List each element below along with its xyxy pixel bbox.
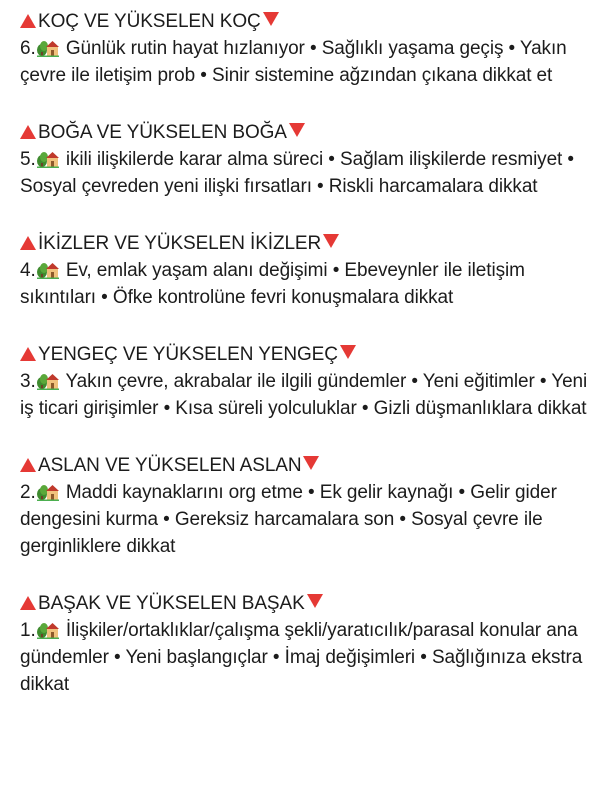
section-heading — [20, 341, 604, 368]
section-body — [20, 257, 604, 311]
section-title: İKİZLER VE YÜKSELEN İKİZLER — [38, 233, 322, 254]
section-heading — [20, 119, 604, 146]
section-title: BOĞA VE YÜKSELEN BOĞA — [38, 122, 287, 143]
red-triangle-down-icon — [323, 234, 339, 248]
section-text: Yakın çevre, akrabalar ile ilgili gündemler • Yeni eğitimler • Yeni iş ticari girişimler • Kısa süreli yolculuklar • Gizli düşmanlıklara dikkat — [20, 371, 588, 419]
red-triangle-up-icon — [20, 236, 36, 250]
section-text: ikili ilişkilerde karar alma süreci • Sağlam ilişkilerde resmiyet • Sosyal çevreden yeni ilişki fırsatları • Riskli harcamalara dikkat — [20, 149, 574, 197]
red-triangle-up-icon — [20, 458, 36, 472]
red-triangle-down-icon — [340, 345, 356, 359]
section-title: BAŞAK VE YÜKSELEN BAŞAK — [38, 593, 305, 614]
house-with-garden-icon — [37, 37, 59, 57]
red-triangle-down-icon — [307, 594, 323, 608]
red-triangle-up-icon — [20, 596, 36, 610]
section-text: İlişkiler/ortaklıklar/çalışma şekli/yaratıcılık/parasal konular ana gündemler • Yeni başlangıçlar • İmaj değişimleri • Sağlığınıza ekstra dikkat — [20, 620, 583, 695]
section-yengec — [20, 341, 604, 422]
house-number: 1. — [20, 620, 36, 641]
red-triangle-down-icon — [289, 123, 305, 137]
section-title: YENGEÇ VE YÜKSELEN YENGEÇ — [38, 344, 338, 365]
section-body — [20, 146, 604, 200]
horoscope-post — [20, 8, 604, 698]
section-heading — [20, 8, 604, 35]
house-number: 3. — [20, 371, 36, 392]
section-title: KOÇ VE YÜKSELEN KOÇ — [38, 11, 261, 32]
section-text: Maddi kaynaklarını org etme • Ek gelir kaynağı • Gelir gider dengesini kurma • Gereksiz harcamalara son • Sosyal çevre ile gerginliklere dikkat — [20, 482, 557, 557]
red-triangle-up-icon — [20, 14, 36, 28]
section-boga — [20, 119, 604, 200]
section-heading — [20, 230, 604, 257]
section-body — [20, 368, 604, 422]
section-text: Ev, emlak yaşam alanı değişimi • Ebeveynler ile iletişim sıkıntıları • Öfke kontrolüne fevri konuşmalara dikkat — [20, 260, 525, 308]
red-triangle-up-icon — [20, 347, 36, 361]
red-triangle-up-icon — [20, 125, 36, 139]
section-body — [20, 617, 604, 698]
house-with-garden-icon — [37, 148, 59, 168]
house-number: 2. — [20, 482, 36, 503]
section-heading — [20, 452, 604, 479]
section-body — [20, 479, 604, 560]
house-with-garden-icon — [37, 370, 59, 390]
house-with-garden-icon — [37, 259, 59, 279]
section-ikizler — [20, 230, 604, 311]
section-text: Günlük rutin hayat hızlanıyor • Sağlıklı yaşama geçiş • Yakın çevre ile iletişim prob • Sinir sistemine ağzından çıkana dikkat et — [20, 38, 567, 86]
house-number: 4. — [20, 260, 36, 281]
section-koc — [20, 8, 604, 89]
red-triangle-down-icon — [263, 12, 279, 26]
house-with-garden-icon — [37, 481, 59, 501]
house-number: 5. — [20, 149, 36, 170]
section-basak — [20, 590, 604, 698]
house-with-garden-icon — [37, 619, 59, 639]
section-body — [20, 35, 604, 89]
section-aslan — [20, 452, 604, 560]
section-heading — [20, 590, 604, 617]
red-triangle-down-icon — [303, 456, 319, 470]
section-title: ASLAN VE YÜKSELEN ASLAN — [38, 455, 302, 476]
house-number: 6. — [20, 38, 36, 59]
